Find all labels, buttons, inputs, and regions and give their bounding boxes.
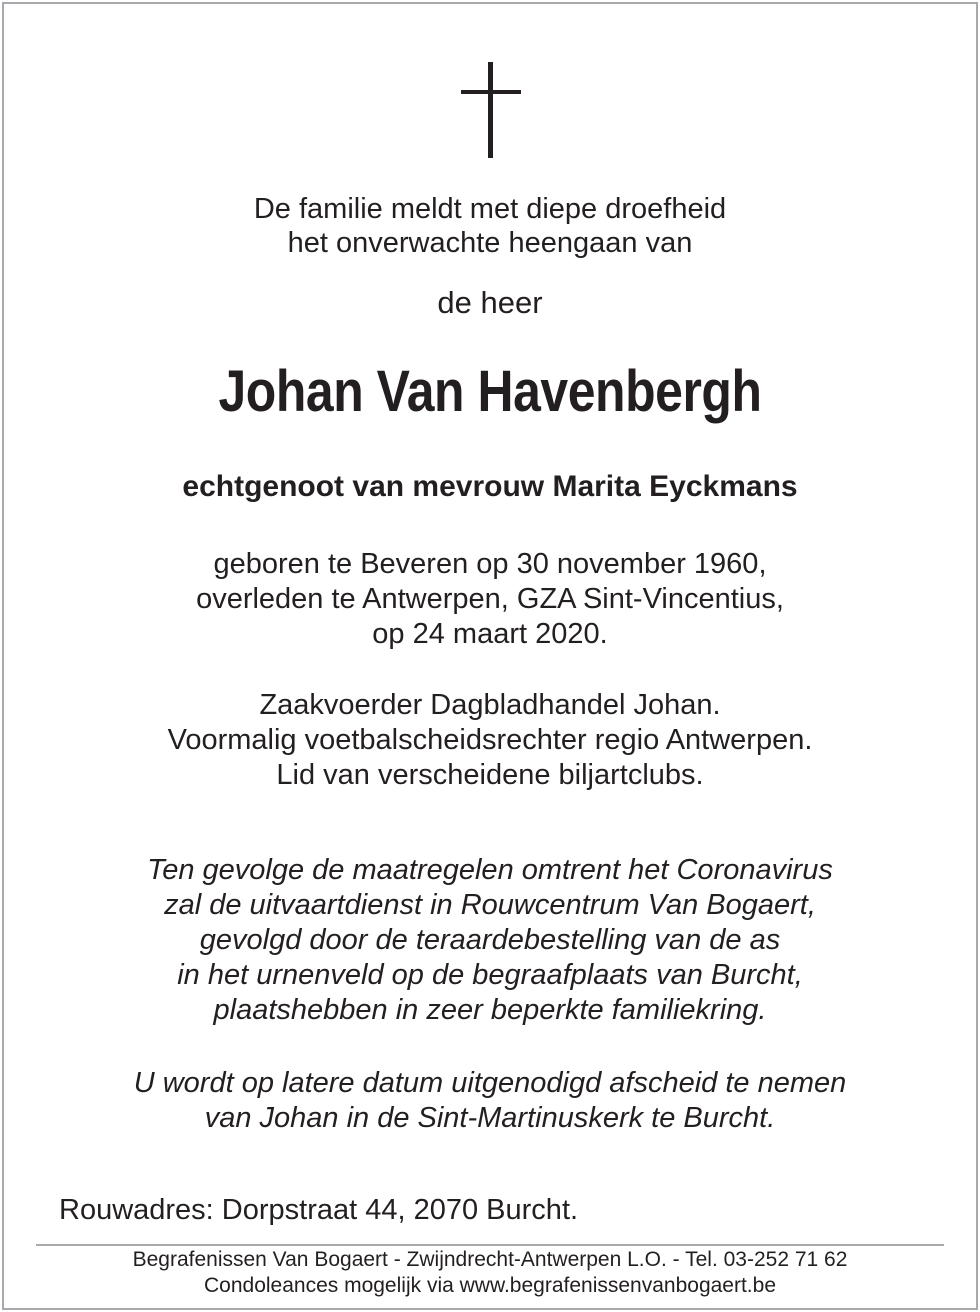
intro-text: De familie meldt met diepe droefheid het onverwachte heengaan van <box>253 193 727 259</box>
honorific: de heer <box>437 285 543 320</box>
funeral-home-footer: Begrafenissen Van Bogaert - Zwijndrecht-Antwerpen L.O. - Tel. 03-252 71 62 Condoleances mogelijk via www.begrafenissenvanbogaert.be <box>132 1248 848 1297</box>
life-details: geboren te Beveren op 30 november 1960, overleden te Antwerpen, GZA Sint-Vincentius, op 24 maart 2020. <box>196 548 784 650</box>
footer-divider <box>36 1244 944 1246</box>
invitation-text: U wordt op latere datum uitgenodigd afscheid te nemen van Johan in de Sint-Martinuskerk te Burcht. <box>133 1067 847 1134</box>
spouse-line: echtgenoot van mevrouw Marita Eyckmans <box>182 470 798 503</box>
deceased-name: Johan Van Havenbergh <box>218 359 762 424</box>
mourning-address: Rouwadres: Dorpstraat 44, 2070 Burcht. <box>59 1194 579 1226</box>
cross-icon <box>461 62 521 158</box>
roles-text: Zaakvoerder Dagbladhandel Johan. Voormalig voetbalscheidsrechter regio Antwerpen. Lid van verscheidene biljartclubs. <box>167 689 813 791</box>
funeral-notice: Ten gevolge de maatregelen omtrent het Coronavirus zal de uitvaartdienst in Rouwcentrum Van Bogaert, gevolgd door de teraardebestelling van de as in het urnenveld op de begraafplaats van Burcht, plaatshebben in zeer beperkte familiekring. <box>147 854 833 1026</box>
